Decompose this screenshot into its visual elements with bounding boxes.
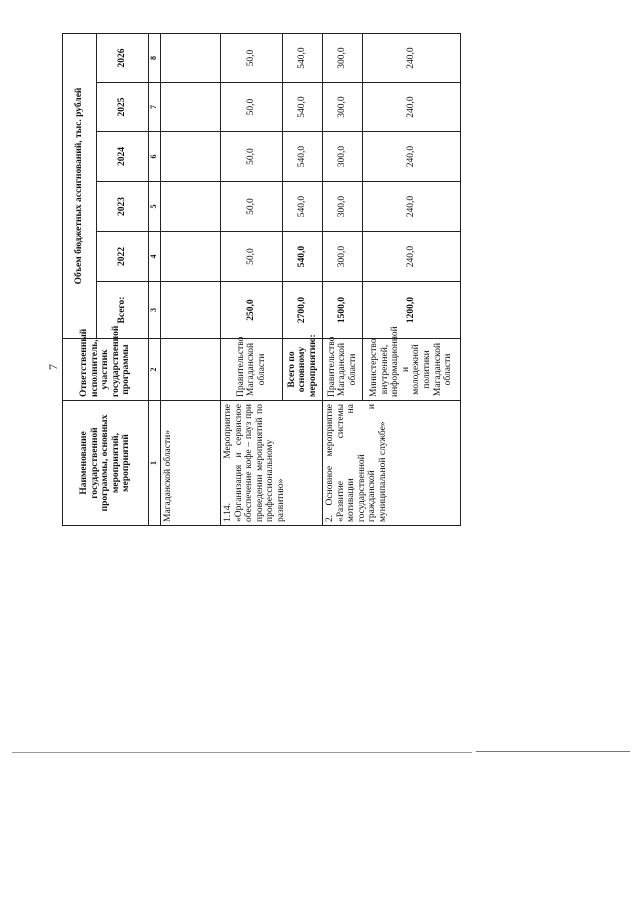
row-value	[160, 132, 220, 182]
table-row	[160, 33, 220, 525]
row-value: 540,0	[282, 232, 322, 282]
row-value: 50,0	[220, 182, 282, 232]
scan-divider-left	[12, 752, 472, 753]
row-value: 540,0	[282, 83, 322, 132]
index-cell: 5	[149, 182, 161, 232]
index-cell: 3	[149, 282, 161, 339]
row-value: 240,0	[362, 33, 460, 82]
index-cell: 2	[149, 339, 161, 401]
header-total: Всего:	[97, 282, 149, 339]
row-responsible	[160, 339, 220, 401]
row-name: 2. Основное мероприятие «Развитие системы мотивации на государственной гражданской и муниципальной службе»	[322, 401, 460, 526]
table-row	[322, 33, 362, 525]
row-value: 300,0	[322, 232, 362, 282]
rotated-table-page	[62, 34, 482, 526]
row-name: Магаданской области»	[160, 401, 220, 526]
page-number: 7	[46, 364, 60, 370]
index-cell: 8	[149, 33, 161, 82]
header-year: 2023	[97, 182, 149, 232]
row-value	[160, 182, 220, 232]
row-responsible: Правительство Магаданской области	[220, 339, 282, 401]
row-value: 300,0	[322, 182, 362, 232]
row-value	[160, 33, 220, 82]
row-value: 540,0	[282, 33, 322, 82]
header-year: 2026	[97, 33, 149, 82]
row-value	[160, 232, 220, 282]
budget-table	[62, 33, 461, 526]
row-responsible: Правительство Магаданской области	[322, 339, 362, 401]
row-value: 50,0	[220, 232, 282, 282]
row-responsible: Всего по основному мероприятию:	[282, 339, 322, 401]
index-cell: 4	[149, 232, 161, 282]
row-total: 250,0	[220, 282, 282, 339]
row-value: 300,0	[322, 132, 362, 182]
index-cell: 6	[149, 132, 161, 182]
row-value: 540,0	[282, 132, 322, 182]
row-value: 50,0	[220, 132, 282, 182]
row-value: 240,0	[362, 232, 460, 282]
row-responsible: Министерство внутренней, информационной и молодежной политики Магаданской области	[362, 339, 460, 401]
row-value: 240,0	[362, 132, 460, 182]
row-value: 240,0	[362, 182, 460, 232]
row-total	[160, 282, 220, 339]
row-value: 50,0	[220, 83, 282, 132]
row-value: 300,0	[322, 33, 362, 82]
header-year: 2024	[97, 132, 149, 182]
row-total: 2700,0	[282, 282, 322, 339]
row-total: 1200,0	[362, 282, 460, 339]
row-value: 300,0	[322, 83, 362, 132]
row-value: 240,0	[362, 83, 460, 132]
row-value: 540,0	[282, 182, 322, 232]
table-row	[220, 33, 282, 525]
header-name: Наименование государственной программы, основных мероприятий, мероприятий	[63, 401, 149, 526]
index-cell: 7	[149, 83, 161, 132]
index-cell: 1	[149, 401, 161, 526]
header-year: 2025	[97, 83, 149, 132]
row-value: 50,0	[220, 33, 282, 82]
header-year: 2022	[97, 232, 149, 282]
scan-divider-right	[476, 751, 630, 752]
row-value	[160, 83, 220, 132]
header-budget-group: Объем бюджетных ассигнований, тыс. рублей	[63, 33, 97, 338]
row-name: 1.14. Мероприятие «Организация и сервисное обеспечение кофе – пауз при проведении мероприятий по профессиональному развитию»	[220, 401, 322, 526]
header-responsible: Ответственный исполнитель, участник государственной программы	[63, 339, 149, 401]
row-total: 1500,0	[322, 282, 362, 339]
